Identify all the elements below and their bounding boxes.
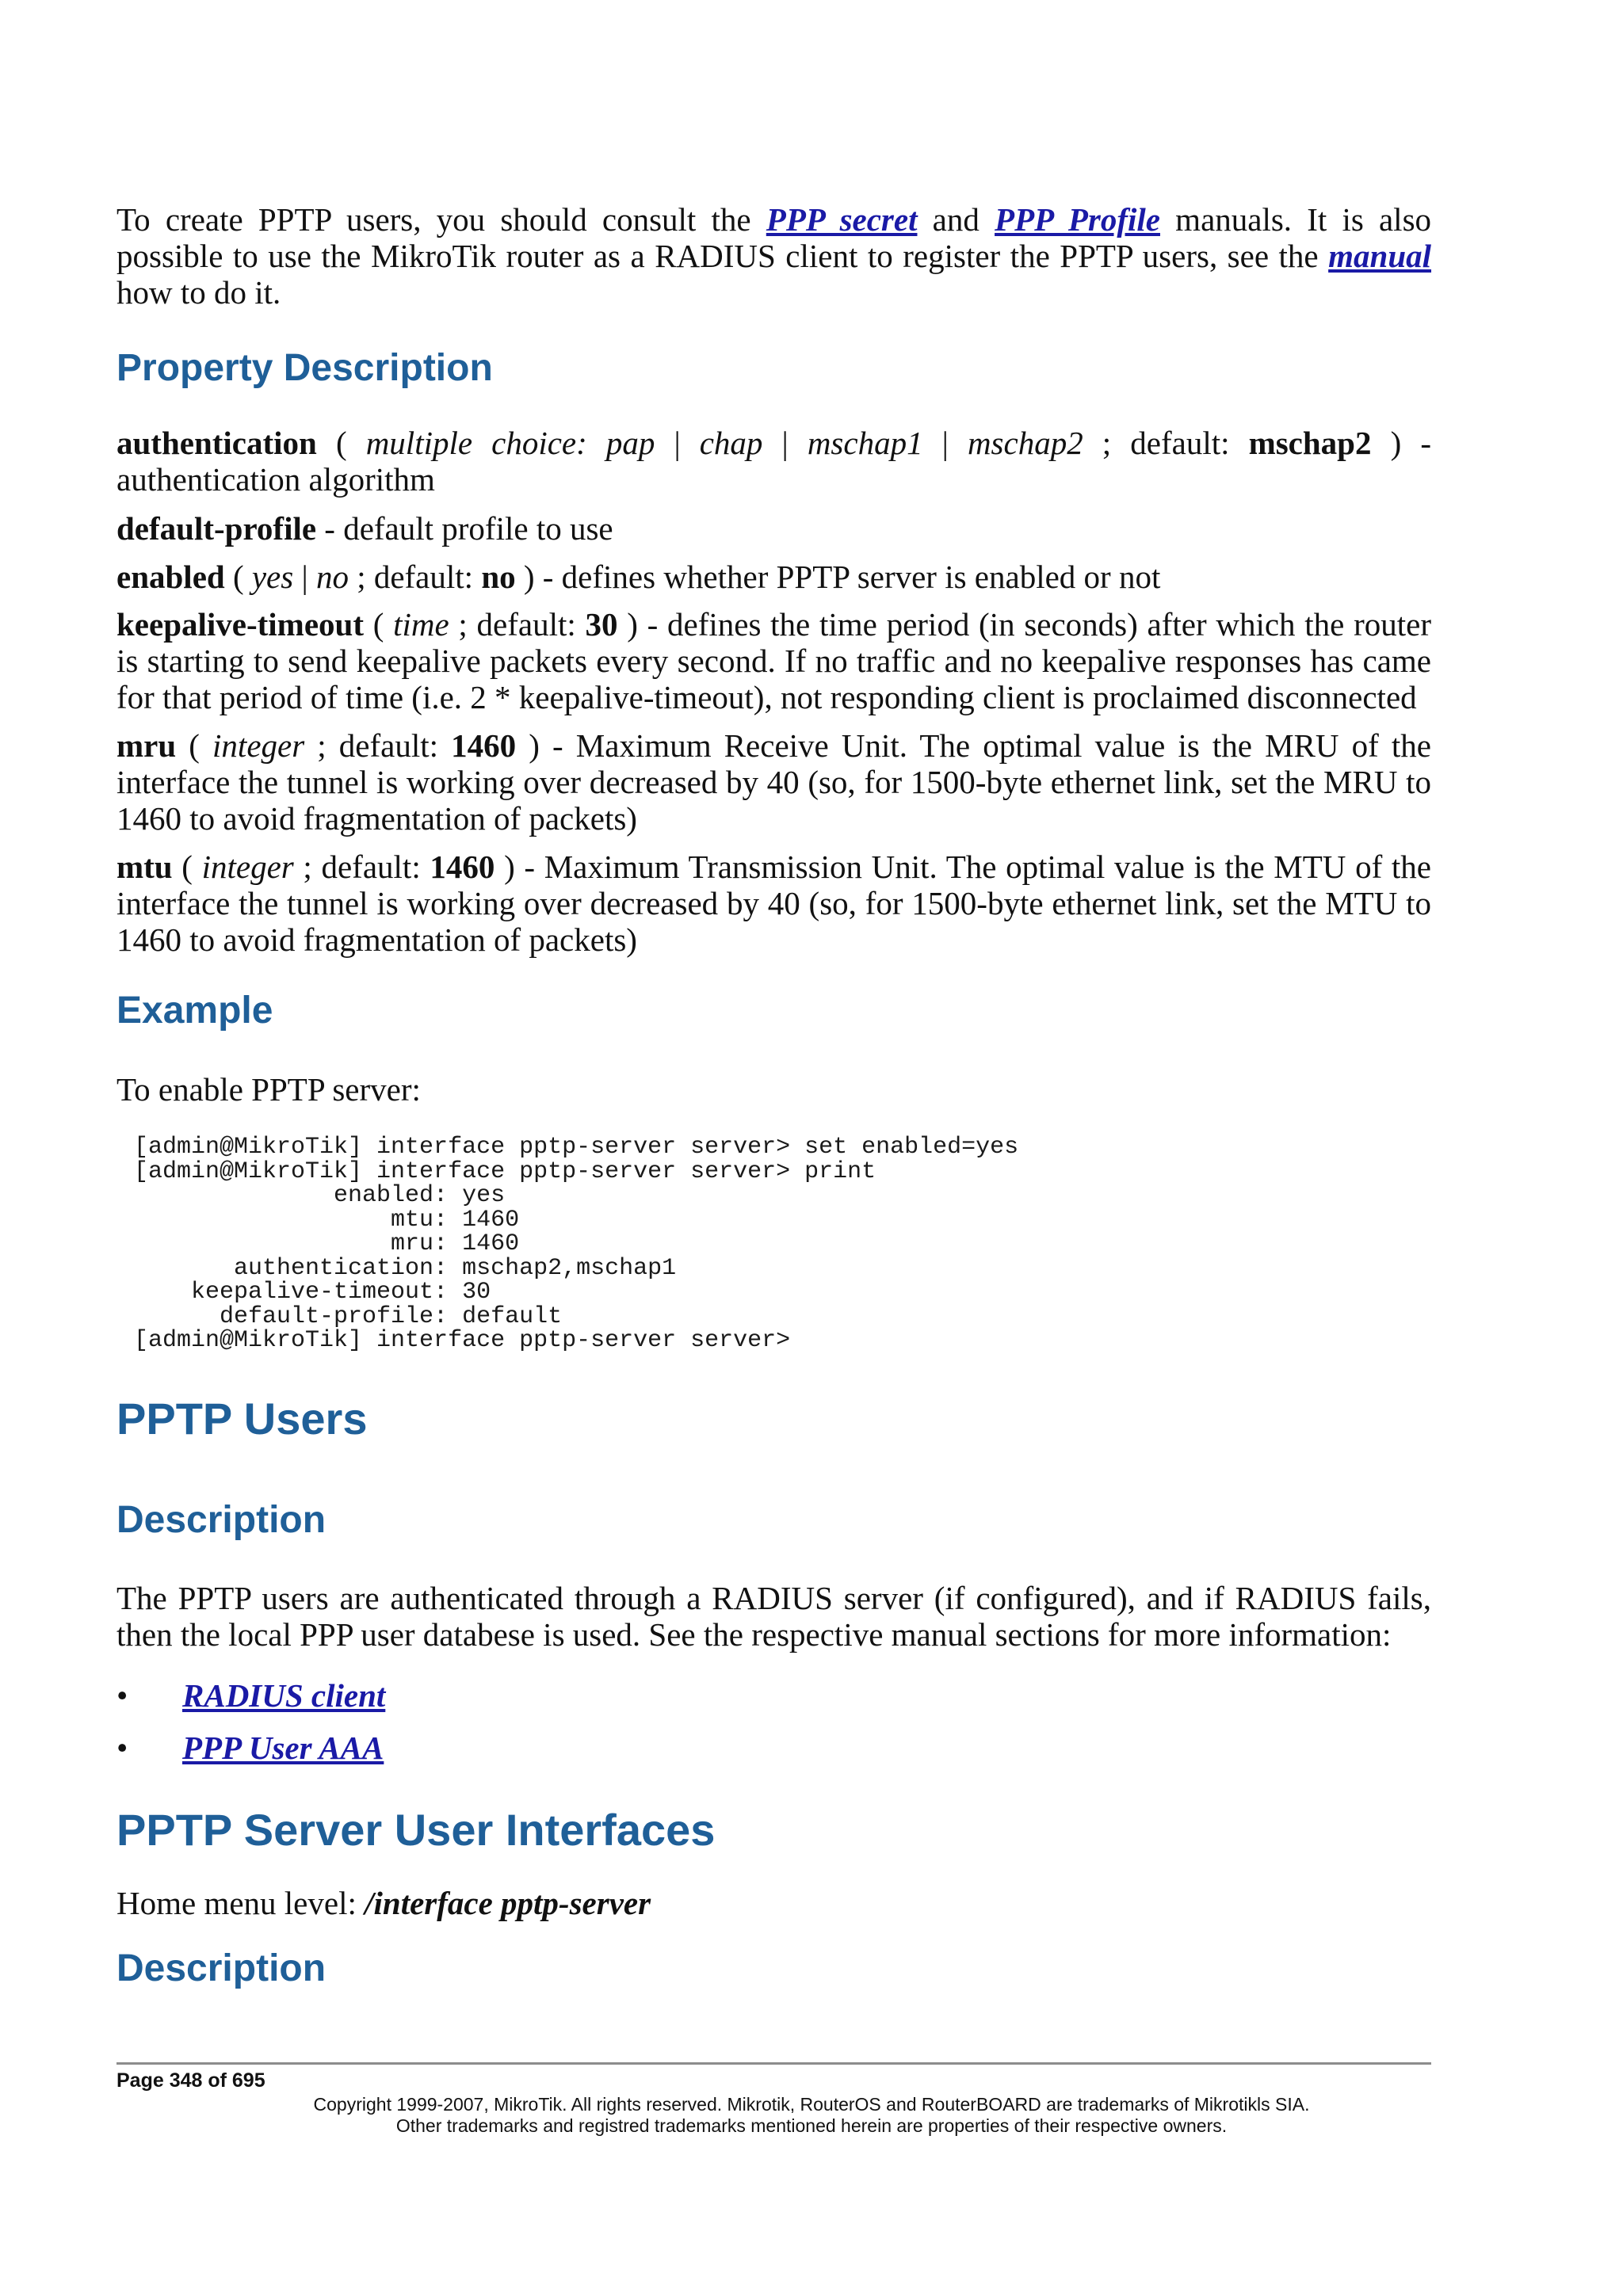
link-radius-client[interactable]: RADIUS client: [182, 1677, 386, 1714]
property-type: multiple choice: pap: [365, 425, 655, 461]
interfaces-description-heading: Description: [116, 1947, 327, 1989]
property-description: ) - authentication algorithm: [116, 425, 1431, 498]
property-default: 1460: [451, 727, 517, 764]
copyright-line-1: Copyright 1999-2007, MikroTik. All rights reserved. Mikrotik, RouterOS and RouterBOARD are trademarks of Mikrotikls SIA.: [313, 2094, 1310, 2115]
property-name: keepalive-timeout: [116, 606, 364, 643]
bullet: •: [116, 1730, 128, 1766]
link-manual[interactable]: manual: [1328, 238, 1432, 274]
users-description-text: The PPTP users are authenticated through a RADIUS server (if configured), and if RADIUS fails, then the local PPP user databese is used. See the respective manual sections for more information:: [116, 1580, 1431, 1653]
punct: ; default:: [348, 559, 482, 595]
property-description: ) - Maximum Transmission Unit. The optimal value is the MTU of the interface the tunnel is working over decreased by 40 (so, for 1500-byte ethernet link, set the MTU to 1460 to avoid fragmentation of packets): [116, 849, 1431, 958]
footer-divider: [116, 2062, 1431, 2065]
property-enabled: [116, 559, 1431, 595]
punct: |: [655, 425, 700, 461]
punct: (: [363, 606, 394, 643]
home-menu-label: Home menu level:: [116, 1885, 365, 1921]
punct: (: [172, 849, 202, 885]
property-mru: [116, 727, 1431, 837]
punct: |: [922, 425, 968, 461]
property-mtu: [116, 849, 1431, 958]
punct: (: [316, 425, 366, 461]
punct: ; default:: [449, 606, 586, 643]
property-keepalive-timeout: [116, 606, 1431, 715]
users-description-heading: Description: [116, 1499, 327, 1541]
link-ppp-secret[interactable]: PPP secret: [766, 201, 918, 238]
property-type: no: [315, 559, 349, 595]
property-name: enabled: [116, 559, 225, 595]
property-description-heading: Property Description: [116, 347, 493, 389]
property-type: mschap2: [967, 425, 1083, 461]
punct: ; default:: [304, 727, 452, 764]
copyright-line-2: Other trademarks and registred trademarks mentioned herein are properties of their respective owners.: [395, 2115, 1228, 2136]
example-heading: Example: [116, 990, 273, 1032]
property-default: 1460: [430, 849, 495, 885]
home-menu-level: [116, 1885, 1431, 1921]
property-type: mschap1: [807, 425, 923, 461]
property-type: integer: [201, 849, 294, 885]
intro-text-3: manuals. It is also possible to use the MikroTik router as a RADIUS client to register the PPTP users, see the: [116, 201, 1432, 274]
intro-text-1: To create PPTP users, you should consult the: [116, 201, 751, 238]
property-name: authentication: [116, 425, 317, 461]
property-type: yes: [251, 559, 294, 595]
property-type: time: [393, 606, 449, 643]
home-menu-path: /interface pptp-server: [365, 1885, 651, 1921]
punct: |: [293, 559, 316, 595]
property-name: mru: [116, 727, 177, 764]
property-name: mtu: [116, 849, 173, 885]
property-default: no: [481, 559, 516, 595]
property-description: - default profile to use: [316, 510, 613, 547]
property-type: integer: [212, 727, 305, 764]
punct: |: [762, 425, 808, 461]
property-default: 30: [585, 606, 618, 643]
punct: ; default:: [1083, 425, 1249, 461]
intro-text-4: how to do it.: [116, 274, 281, 311]
bullet: •: [116, 1677, 128, 1714]
example-intro: To enable PPTP server:: [116, 1071, 421, 1108]
property-authentication: [116, 425, 1431, 498]
property-default: mschap2: [1248, 425, 1372, 461]
intro-text-2: and: [932, 201, 980, 238]
server-user-interfaces-heading: PPTP Server User Interfaces: [116, 1805, 716, 1855]
pptp-users-heading: PPTP Users: [116, 1394, 368, 1444]
punct: (: [176, 727, 213, 764]
punct: ; default:: [293, 849, 430, 885]
page-number: Page 348 of 695: [116, 2069, 265, 2092]
link-ppp-user-aaa[interactable]: PPP User AAA: [182, 1730, 384, 1766]
property-type: chap: [699, 425, 763, 461]
property-description: ) - defines the time period (in seconds) after which the router is starting to send keepalive packets every second. If no traffic and no keepalive responses has came for that period of time (i.e. 2 * keepalive-timeout), not responding client is proclaimed disconnected: [116, 606, 1431, 715]
property-default-profile: [116, 510, 1431, 547]
property-description: ) - defines whether PPTP server is enabled or not: [515, 559, 1161, 595]
link-ppp-profile[interactable]: PPP Profile: [995, 201, 1160, 238]
intro-paragraph: [116, 201, 1431, 311]
punct: (: [224, 559, 252, 595]
property-description: ) - Maximum Receive Unit. The optimal value is the MRU of the interface the tunnel is working over decreased by 40 (so, for 1500-byte ethernet link, set the MRU to 1460 to avoid fragmentation of packets): [116, 727, 1431, 837]
property-name: default-profile: [116, 510, 317, 547]
code-block: [admin@MikroTik] interface pptp-server server> set enabled=yes [admin@MikroTik] interface pptp-server server> print enabled: yes mtu: 1460 mru: 1460 authentication: mschap2,mschap1 keepalive-timeout: 30 default-profile: default [admin@MikroTik] interface pptp-server server>: [134, 1134, 1019, 1354]
